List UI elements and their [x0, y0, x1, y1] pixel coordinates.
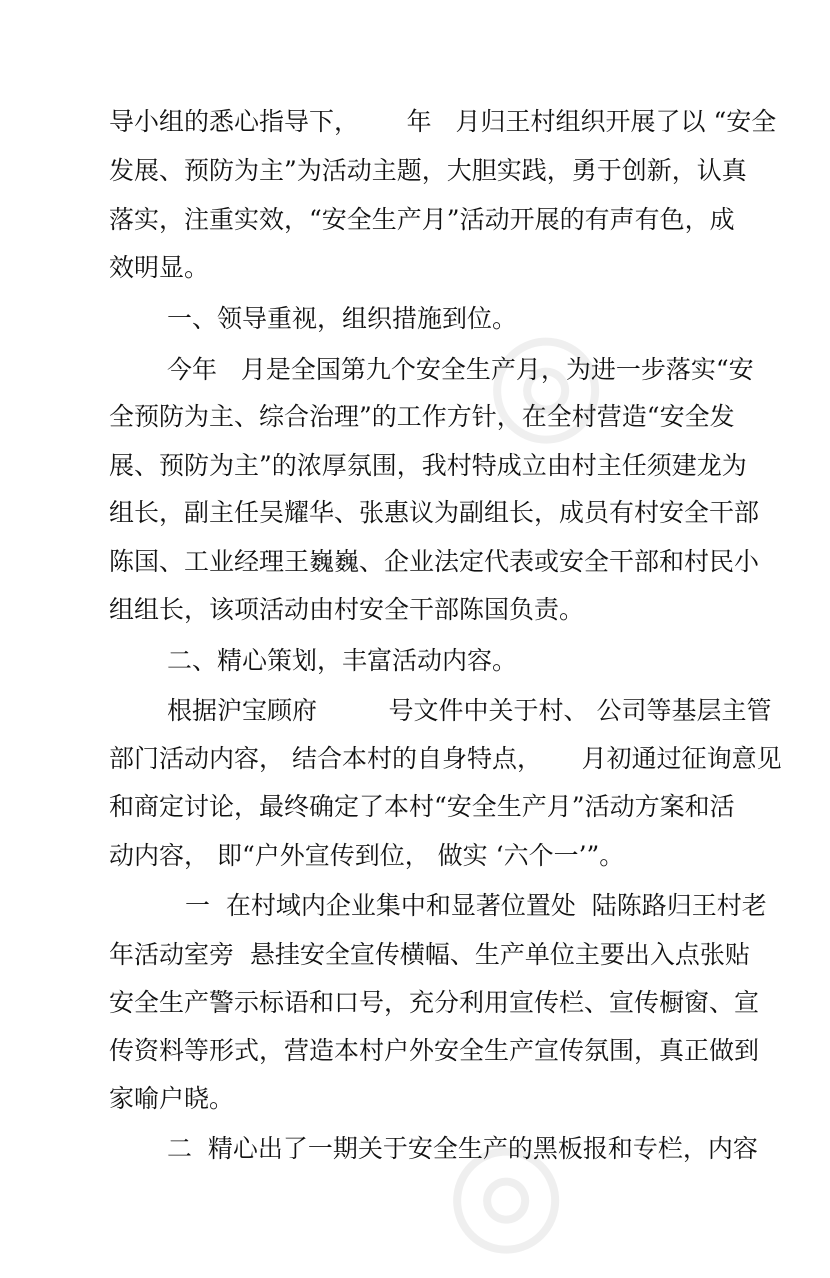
- text-line: 导小组的悉心指导下， 年 月归王村组织开展了以 “安全: [109, 107, 777, 136]
- section-heading: 一、领导重视，组织措施到位。: [167, 304, 518, 334]
- text-line: 部门活动内容， 结合本村的自身特点， 月初通过征询意见: [109, 744, 782, 774]
- text-line: 全预防为主、综合治理”的工作方针，在全村营造“安全发: [109, 401, 735, 431]
- text-line: 落实，注重实效，“安全生产月”活动开展的有声有色，成: [109, 204, 735, 234]
- text-line: 安全生产警示标语和口号，充分利用宣传栏、宣传橱窗、宣: [109, 988, 760, 1018]
- text-line: 二 精心出了一期关于安全生产的黑板报和专栏，内容: [167, 1134, 758, 1163]
- text-line: 组长，副主任吴耀华、张惠议为副组长，成员有村安全干部: [109, 498, 760, 528]
- text-line: 动内容， 即“户外宣传到位， 做实 ‘六个一’”。: [109, 841, 625, 871]
- text-line: 发展、预防为主”为活动主题，大胆实践，勇于创新，认真: [109, 155, 747, 185]
- section-heading: 二、精心策划，丰富活动内容。: [167, 645, 518, 675]
- text-line: 陈国、工业经理王巍巍、企业法定代表或安全干部和村民小: [109, 547, 760, 577]
- text-line: 根据沪宝顾府 号文件中关于村、 公司等基层主管: [167, 695, 772, 725]
- text-line: 组组长，该项活动由村安全干部陈国负责。: [109, 595, 585, 625]
- text-line: 年活动室旁 悬挂安全宣传横幅、生产单位主要出入点张贴: [109, 939, 750, 969]
- text-line: 家喻户晓。: [109, 1084, 235, 1114]
- text-line: 传资料等形式，营造本村户外安全生产宣传氛围，真正做到: [109, 1036, 760, 1066]
- text-line: 效明显。: [109, 253, 210, 283]
- text-line: 今年 月是全国第九个安全生产月，为进一步落实“安: [167, 354, 754, 384]
- text-line: 展、预防为主”的浓厚氛围，我村特成立由村主任须建龙为: [109, 450, 747, 480]
- text-line: 和商定讨论，最终确定了本村“安全生产月”活动方案和活: [109, 792, 735, 822]
- text-line: 一 在村域内企业集中和显著位置处 陆陈路归王村老: [185, 890, 767, 920]
